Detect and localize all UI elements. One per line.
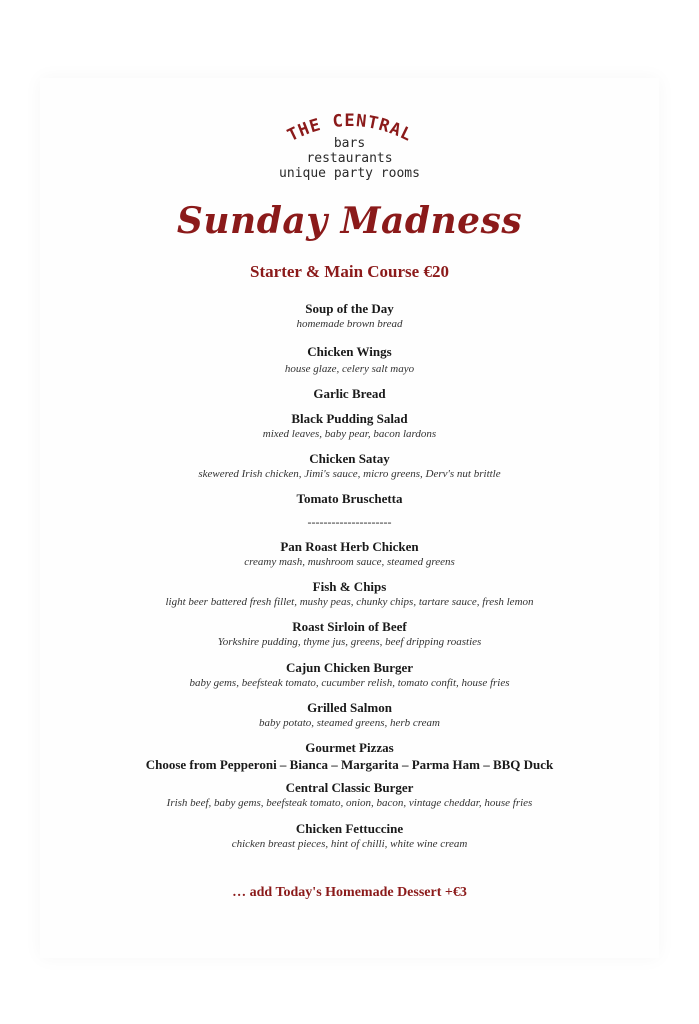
menu-item: [0, 344, 699, 377]
item-name: Chicken Fettuccine: [295, 821, 404, 836]
item-name: Cajun Chicken Burger: [285, 660, 414, 675]
menu-item: [0, 660, 699, 691]
item-description: house glaze, celery salt mayo: [284, 363, 415, 375]
logo-line-bars: bars: [333, 136, 366, 151]
item-name: Gourmet Pizzas: [305, 740, 394, 755]
item-name: Chicken Wings: [307, 344, 392, 359]
logo-line-party-rooms: unique party rooms: [279, 166, 420, 181]
menu-subtitle: Starter & Main Course €20: [250, 262, 449, 281]
item-name: Tomato Bruschetta: [296, 491, 403, 506]
item-name: Chicken Satay: [309, 451, 390, 466]
item-description: mixed leaves, baby pear, bacon lardons: [262, 428, 437, 440]
item-name: Soup of the Day: [305, 301, 394, 316]
section-divider: ---------------------: [307, 515, 392, 529]
item-description: baby potato, steamed greens, herb cream: [259, 717, 440, 729]
item-name: Fish & Chips: [312, 579, 387, 594]
item-description: Irish beef, baby gems, beefsteak tomato, onion, bacon, vintage cheddar, house fries: [166, 797, 533, 809]
menu-item: [0, 411, 699, 442]
menu-title: Sunday Madness: [176, 200, 523, 242]
menu-item: [0, 700, 699, 731]
item-description: skewered Irish chicken, Jimi's sauce, micro greens, Derv's nut brittle: [198, 468, 501, 480]
item-name: Black Pudding Salad: [291, 411, 408, 426]
menu-item: [0, 451, 699, 482]
menu-item: [0, 821, 699, 852]
logo-tagline: [0, 136, 699, 181]
item-options: Choose from Pepperoni – Bianca – Margarita – Parma Ham – BBQ Duck: [145, 757, 554, 772]
item-description: homemade brown bread: [296, 318, 403, 330]
item-description: baby gems, beefsteak tomato, cucumber relish, tomato confit, house fries: [189, 677, 510, 689]
menu-item: [0, 386, 699, 402]
menu-item: [0, 301, 699, 332]
dessert-offer: … add Today's Homemade Dessert +€3: [232, 885, 467, 900]
item-name: Grilled Salmon: [307, 700, 392, 715]
menu-item: [0, 539, 699, 570]
item-name: Pan Roast Herb Chicken: [280, 539, 419, 554]
menu-item: [0, 491, 699, 507]
menu-item: [0, 780, 699, 811]
menu-item: [0, 619, 699, 650]
item-description: light beer battered fresh fillet, mushy peas, chunky chips, tartare sauce, fresh lemon: [165, 596, 534, 608]
item-name: Garlic Bread: [313, 386, 386, 401]
logo-brand: THE CENTRAL: [284, 111, 416, 147]
menu-item: [0, 579, 699, 610]
item-description: chicken breast pieces, hint of chilli, white wine cream: [231, 838, 468, 850]
item-description: Yorkshire pudding, thyme jus, greens, beef dripping roasties: [217, 636, 482, 648]
menu-item: [0, 740, 699, 773]
item-name: Roast Sirloin of Beef: [292, 619, 407, 634]
item-description: creamy mash, mushroom sauce, steamed greens: [244, 556, 455, 568]
item-name: Central Classic Burger: [285, 780, 414, 795]
logo-line-restaurants: restaurants: [306, 151, 393, 166]
